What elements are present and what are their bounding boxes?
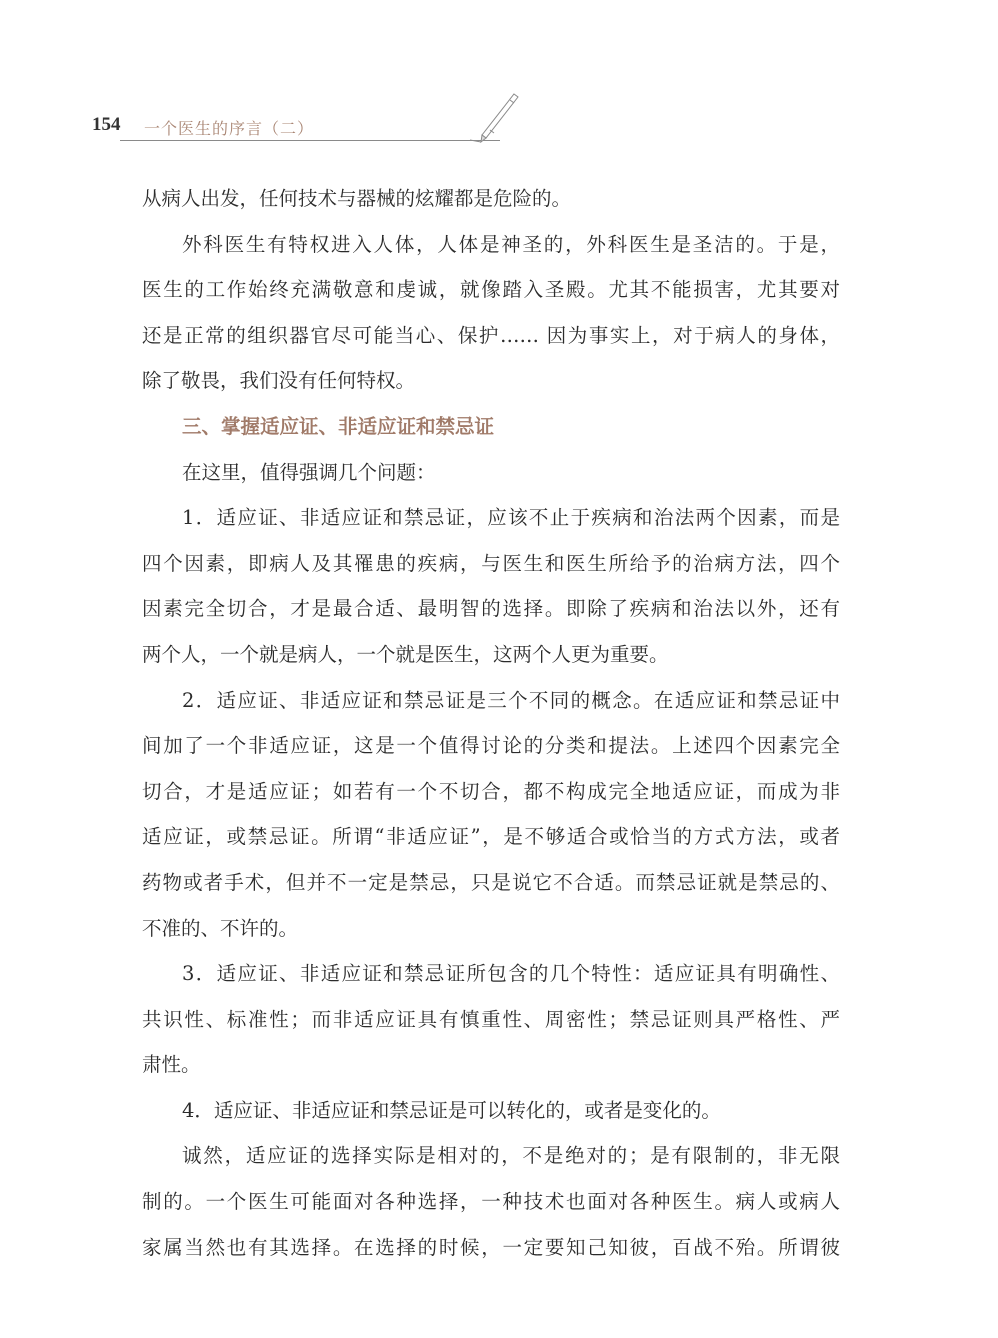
page-number: 154 bbox=[92, 114, 121, 135]
pen-icon bbox=[470, 92, 520, 146]
text-line: 间加了一个非适应证，这是一个值得讨论的分类和提法。上述四个因素完全 bbox=[142, 734, 840, 758]
text-line: 还是正常的组织器官尽可能当心、保护…… 因为事实上，对于病人的身体， bbox=[142, 323, 840, 347]
text-line: 家属当然也有其选择。在选择的时候，一定要知己知彼，百战不殆。所谓彼 bbox=[142, 1235, 840, 1259]
header-rule bbox=[120, 140, 500, 141]
text-line: 医生的工作始终充满敬意和虔诚，就像踏入圣殿。尤其不能损害，尤其要对 bbox=[142, 278, 840, 302]
text-line: 1．适应证、非适应证和禁忌证，应该不止于疾病和治法两个因素，而是 bbox=[182, 506, 840, 530]
text-line: 肃性。 bbox=[142, 1053, 201, 1077]
body-text bbox=[142, 176, 840, 1270]
running-header bbox=[92, 110, 512, 150]
text-line: 3．适应证、非适应证和禁忌证所包含的几个特性：适应证具有明确性、 bbox=[182, 962, 840, 986]
text-line: 4．适应证、非适应证和禁忌证是可以转化的，或者是变化的。 bbox=[182, 1098, 721, 1122]
section-heading: 三、掌握适应证、非适应证和禁忌证 bbox=[182, 414, 495, 438]
text-line: 药物或者手术，但并不一定是禁忌，只是说它不合适。而禁忌证就是禁忌的、 bbox=[142, 870, 840, 894]
text-line: 切合，才是适应证；如若有一个不切合，都不构成完全地适应证，而成为非 bbox=[142, 779, 840, 803]
text-line: 不准的、不许的。 bbox=[142, 916, 299, 940]
text-line: 在这里，值得强调几个问题： bbox=[182, 460, 436, 484]
text-line: 2．适应证、非适应证和禁忌证是三个不同的概念。在适应证和禁忌证中 bbox=[182, 688, 840, 712]
text-line: 因素完全切合，才是最合适、最明智的选择。即除了疾病和治法以外，还有 bbox=[142, 597, 840, 621]
text-line: 外科医生有特权进入人体，人体是神圣的，外科医生是圣洁的。于是， bbox=[182, 232, 840, 256]
text-line: 从病人出发，任何技术与器械的炫耀都是危险的。 bbox=[142, 187, 572, 210]
text-line: 共识性、标准性；而非适应证具有慎重性、周密性；禁忌证则具严格性、严 bbox=[142, 1007, 840, 1031]
text-line: 四个因素，即病人及其罹患的疾病，与医生和医生所给予的治病方法，四个 bbox=[142, 551, 840, 575]
text-line: 两个人，一个就是病人，一个就是医生，这两个人更为重要。 bbox=[142, 642, 669, 666]
text-line: 诚然，适应证的选择实际是相对的，不是绝对的；是有限制的，非无限 bbox=[182, 1144, 840, 1168]
text-line: 适应证，或禁忌证。所谓“非适应证”，是不够适合或恰当的方式方法，或者 bbox=[142, 825, 840, 849]
book-title: 一个医生的序言（二） bbox=[144, 119, 315, 138]
text-line: 除了敬畏，我们没有任何特权。 bbox=[142, 369, 416, 393]
text-line: 制的。一个医生可能面对各种选择，一种技术也面对各种医生。病人或病人 bbox=[142, 1190, 840, 1214]
